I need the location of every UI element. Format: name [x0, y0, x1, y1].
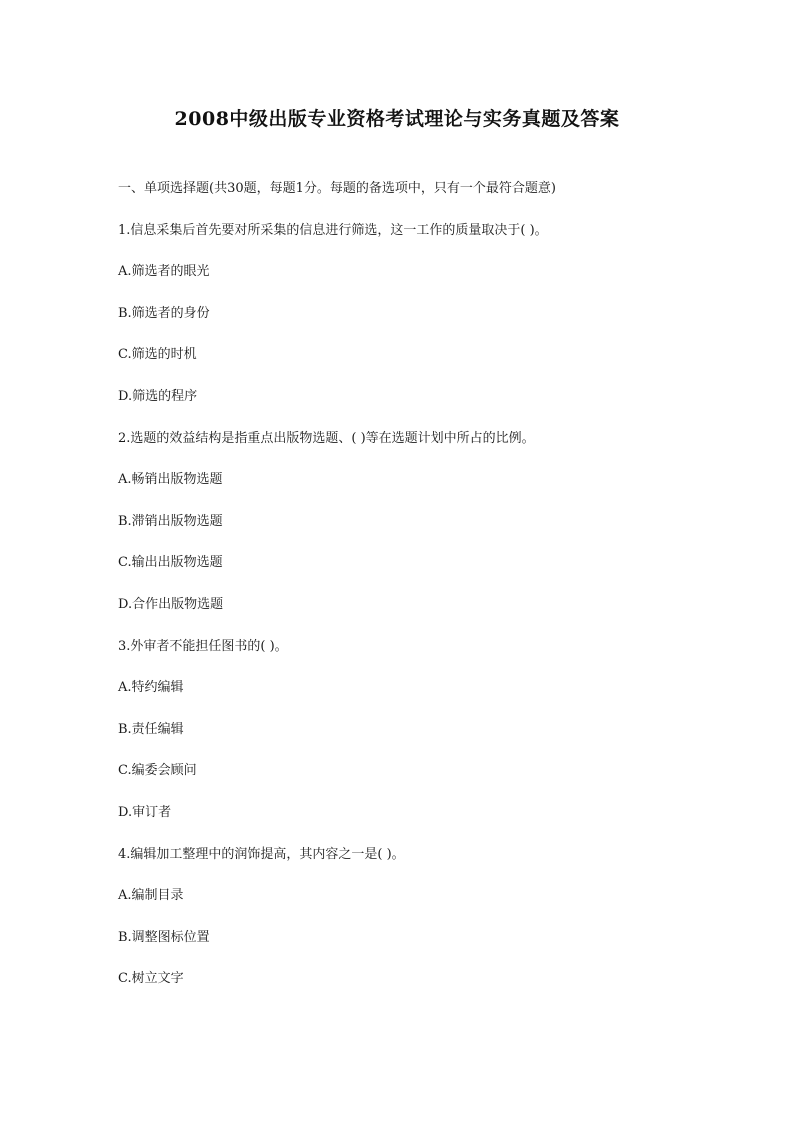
option-d: D.合作出版物选题 [118, 596, 224, 612]
question-4 [118, 842, 718, 1008]
section-heading: 一、单项选择题(共30题，每题1分。每题的备选项中，只有一个最符合题意) [118, 181, 556, 196]
option-d: D.审订者 [118, 804, 172, 820]
option-c: C.编委会顾问 [118, 763, 197, 779]
question-2 [118, 426, 718, 634]
option-c: C.筛选的时机 [118, 347, 197, 363]
option-a: A.筛选者的眼光 [118, 264, 210, 280]
option-a: A.畅销出版物选题 [118, 472, 223, 488]
option-b: B.滞销出版物选题 [118, 513, 223, 529]
option-c: C.输出出版物选题 [118, 555, 223, 571]
option-c: C.树立文字 [118, 971, 184, 987]
option-a: A.编制目录 [118, 888, 184, 904]
document-body [118, 176, 718, 1008]
option-b: B.调整图标位置 [118, 929, 210, 945]
question-stem: 2.选题的效益结构是指重点出版物选题、( )等在选题计划中所占的比例。 [118, 430, 535, 446]
option-a: A.特约编辑 [118, 680, 184, 696]
question-stem: 4.编辑加工整理中的润饰提高，其内容之一是( )。 [118, 846, 405, 862]
question-1 [118, 218, 718, 426]
question-stem: 1.信息采集后首先要对所采集的信息进行筛选，这一工作的质量取决于( )。 [118, 222, 548, 238]
option-d: D.筛选的程序 [118, 388, 198, 404]
question-stem: 3.外审者不能担任图书的( )。 [118, 638, 288, 654]
question-3 [118, 634, 718, 842]
option-b: B.责任编辑 [118, 721, 184, 737]
document-title: 2008中级出版专业资格考试理论与实务真题及答案 [174, 108, 620, 130]
option-b: B.筛选者的身份 [118, 305, 210, 321]
